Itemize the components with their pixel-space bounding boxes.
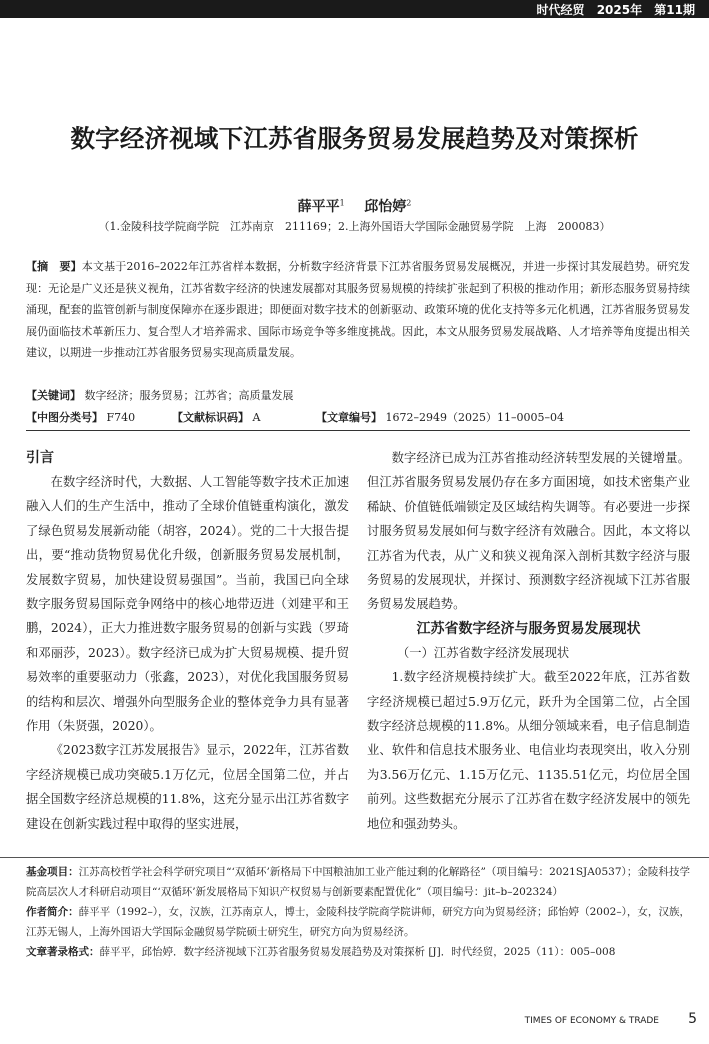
author-affil-mark: 2 — [406, 198, 412, 208]
journal-name: 时代经贸 — [536, 3, 585, 17]
keywords-label: 【关键词】 — [26, 389, 81, 402]
body-paragraph: 数字经济已成为江苏省推动经济转型发展的关键增量。但江苏省服务贸易发展仍存在多方面困境，如技术密集产业稀缺、价值链低端锁定及区域结构失调等。有必要进一步探讨服务贸易发展如何与数字经济有效融合。因此，本文将以江苏省为代表，从广义和狭义视角深入剖析其数字经济与服务贸易的发展现状，并探讨、预测数字经济视域下江苏省服务贸易发展趋势。 — [367, 451, 690, 612]
body-paragraph: 在数字经济时代，大数据、人工智能等数字技术正加速融入人们的生产生活中，推动了全球价值链重构演化，激发了绿色贸易发展新动能（胡容，2024）。党的二十大报告提出，要“推动货物贸易优化升级，创新服务贸易发展机制，发展数字贸易，加快建设贸易强国”。当前，我国已向全球数字服务贸易国际竞争网络中的核心地带迈进（刘建平和王鹏，2024），正大力推进数字服务贸易的创新与实践（罗琦和邓丽莎，2023）。数字经济已成为扩大贸易规模、提升贸易效率的重要驱动力（张鑫，2023），对优化我国服务贸易的结构和层次、增强外向型服务企业的整体竞争力具有显著作用（朱贤强，2020）。 — [26, 475, 349, 734]
abstract — [26, 256, 690, 364]
doc-code-value: A — [252, 411, 261, 424]
article-number-label: 【文章编号】 — [316, 411, 382, 424]
author-line — [0, 196, 709, 216]
doc-code-field — [172, 409, 316, 425]
footnote-label: 基金项目： — [26, 866, 79, 878]
footnote-label: 文章著录格式： — [26, 946, 100, 958]
footnote-citation — [26, 942, 690, 962]
keywords-text: 数字经济；服务贸易；江苏省；高质量发展 — [84, 389, 294, 402]
body-paragraph: 《2023数字江苏发展报告》显示，2022年，江苏省数字经济规模已成功突破5.1万亿元，位居全国第二位，并占据全国数字经济总规模的11.8%，这充分显示出江苏省数字建设在创新实践过程中取得的坚实进展， — [26, 743, 349, 831]
author-name: 薛平平 — [297, 199, 340, 215]
clc-label: 【中图分类号】 — [26, 411, 103, 424]
page-number: 5 — [688, 1011, 697, 1027]
abstract-label: 【摘 要】 — [26, 260, 82, 273]
affiliation: （1.金陵科技学院商学院 江苏南京 211169；2.上海外国语大学国际金融贸易学院 上海 200083） — [98, 220, 611, 233]
article-number-value: 1672–2949（2025）11–0005–04 — [385, 411, 564, 424]
section-heading: 江苏省数字经济与服务贸易发展现状 — [416, 620, 641, 637]
abstract-text: 本文基于2016–2022年江苏省样本数据，分析数字经济背景下江苏省服务贸易发展概况，并进一步探讨其发展趋势。研究发现：无论是广义还是狭义视角，江苏省数字经济的快速发展都对其服务贸易规模的持续扩张起到了积极的推动作用；新形态服务贸易持续涌现，配套的监管创新与制度保障亦在逐步跟进；即便面对数字技术的创新驱动、政策环境的优化支持等多元化机遇，江苏省服务贸易发展仍面临技术革新压力、复合型人才培养需求、国际市场竞争等多维度挑战。因此，本文从服务贸易发展战略、人才培养等角度提出相关建议，以期进一步推动江苏省服务贸易实现高质量发展。 — [26, 260, 690, 359]
clc-value: F740 — [106, 411, 136, 424]
article-number-field — [316, 409, 564, 425]
footer-journal-name: TIMES OF ECONOMY & TRADE — [524, 1016, 659, 1026]
doc-code-label: 【文献标识码】 — [172, 411, 249, 424]
subsection-heading: （一）江苏省数字经济发展现状 — [397, 645, 570, 660]
journal-header — [529, 1, 696, 18]
footnote-text: 江苏高校哲学社会科学研究项目“‘双循环’新格局下中国粮油加工业产能过剩的化解路径”（项目编号：2021SJA0537）；金陵科技学院高层次人才科研启动项目“‘双循环’新发展格局下知识产权贸易与创新要素配置优化”（项目编号：jit–b–202324） — [26, 866, 691, 898]
body-column-left — [26, 446, 349, 836]
clc-field — [26, 409, 172, 425]
footnote-text: 薛平平，邱怡婷．数字经济视域下江苏省服务贸易发展趋势及对策探析 [J]．时代经贸，2025（11）：005–008 — [99, 946, 616, 958]
keywords — [26, 387, 294, 403]
footnote-text: 薛平平（1992–），女，汉族，江苏南京人，博士，金陵科技学院商学院讲师，研究方向为贸易经济；邱怡婷（2002–），女，汉族，江苏无锡人，上海外国语大学国际金融贸易学院硕士研究生，研究方向为贸易经济。 — [26, 906, 690, 938]
author-name: 邱怡婷 — [364, 199, 407, 215]
article-title: 数字经济视域下江苏省服务贸易发展趋势及对策探析 — [70, 124, 639, 153]
body-paragraph: 1.数字经济规模持续扩大。截至2022年底，江苏省数字经济规模已超过5.9万亿元，跃升为全国第二位，占全国数字经济总规模的11.8%。从细分领域来看，电子信息制造业、软件和信息技术服务业、电信业均表现突出，收入分别为3.56万亿元、1.15万亿元、1135.51亿元，均位居全国前列。这些数据充分展示了江苏省在数字经济发展中的领先地位和强劲势头。 — [367, 670, 690, 831]
author-affil-mark: 1 — [339, 198, 345, 208]
body-column-right — [367, 446, 690, 836]
footnote-divider — [0, 857, 709, 858]
intro-heading: 引言 — [26, 450, 54, 466]
journal-year: 2025年 — [596, 3, 643, 17]
footnote-author-bio — [26, 902, 690, 942]
footnote-funding — [26, 862, 690, 902]
footnotes — [26, 862, 690, 962]
journal-issue: 第11期 — [654, 3, 695, 17]
section-divider — [26, 430, 690, 431]
classification-line — [26, 409, 690, 425]
footnote-label: 作者简介： — [26, 906, 79, 918]
